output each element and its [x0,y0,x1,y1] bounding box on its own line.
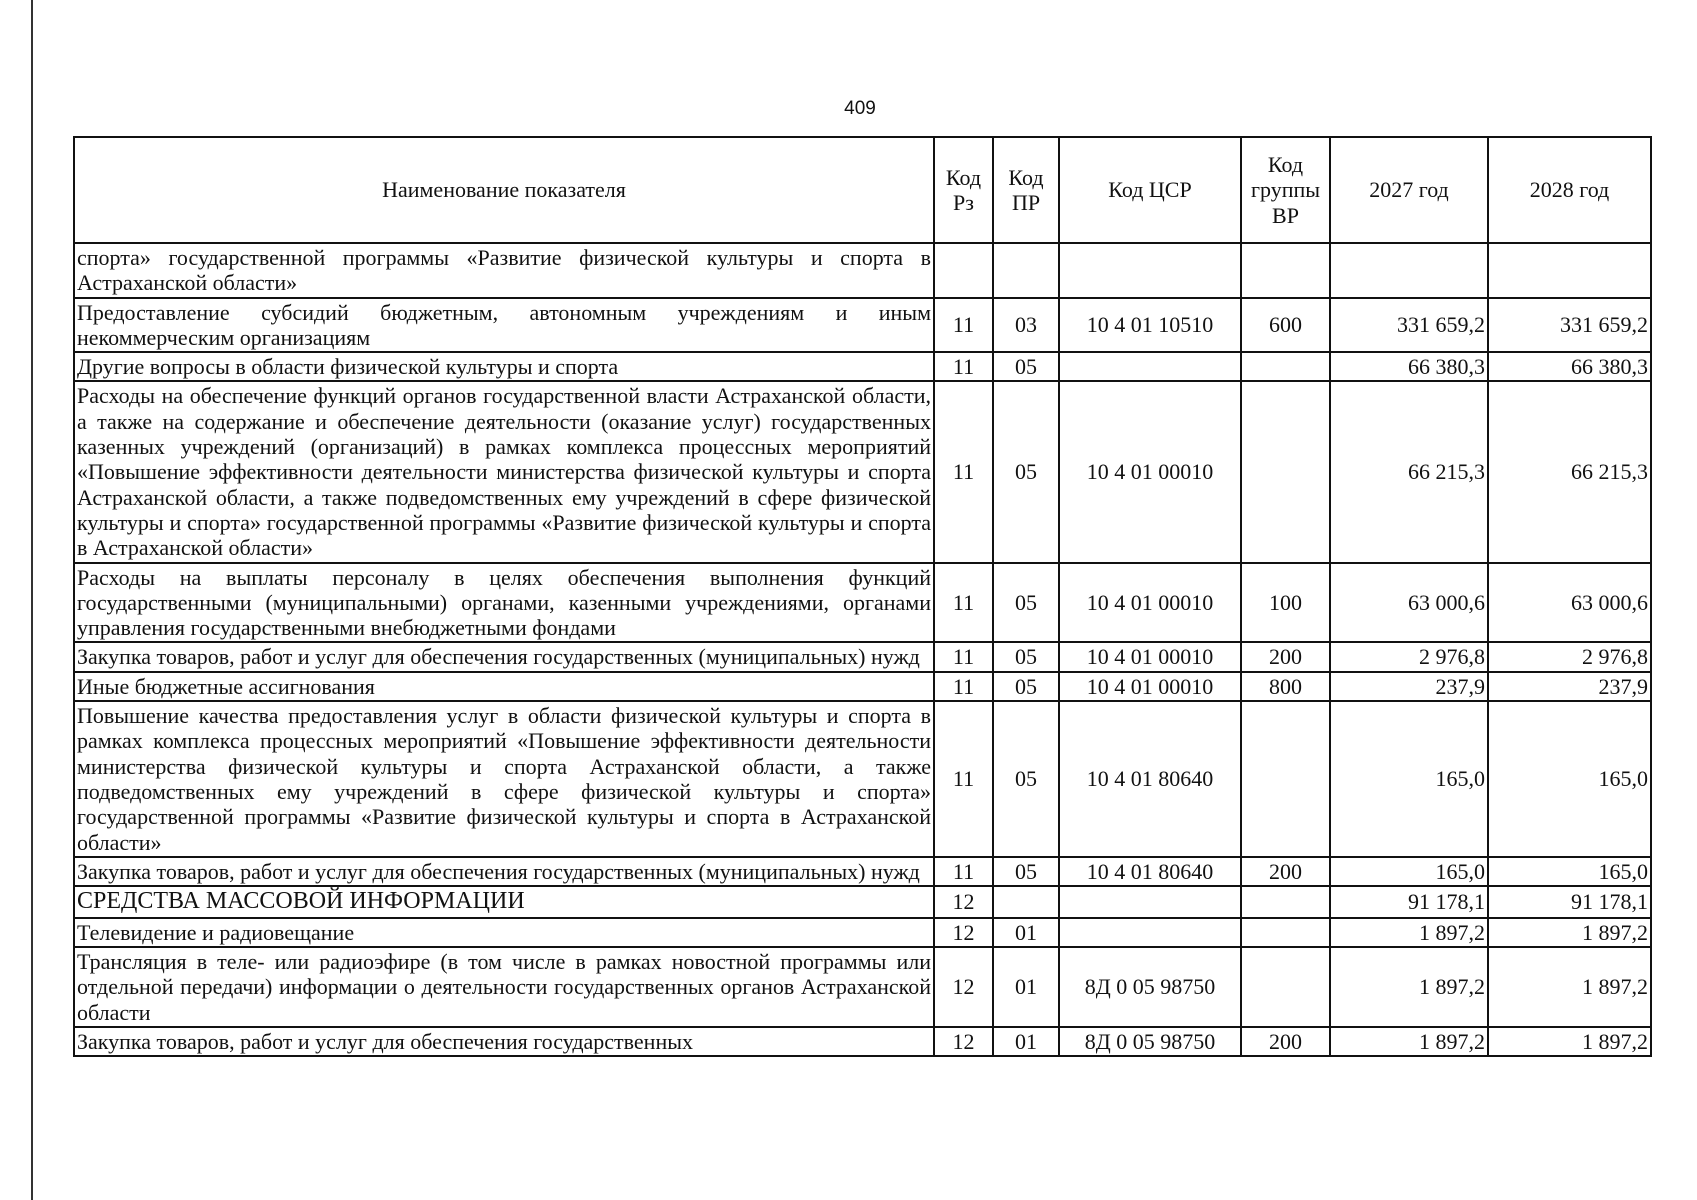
row-csr: 8Д 0 05 98750 [1059,1027,1241,1056]
row-rz: 11 [934,352,993,381]
row-2028: 165,0 [1488,857,1651,886]
header-vr: Код группы ВР [1241,137,1330,243]
row-name: Предоставление субсидий бюджетным, автономным учреждениям и иным некоммерческим организациям [74,298,934,353]
table-row [74,381,1651,562]
row-vr [1241,947,1330,1027]
page-number: 409 [844,98,876,119]
row-2027: 165,0 [1330,701,1488,857]
row-2028: 66 215,3 [1488,381,1651,562]
row-2027: 331 659,2 [1330,298,1488,353]
row-name: Трансляция в теле- или радиоэфире (в том числе в рамках новостной программы или отдельной передачи) информации о деятельности государственных органов Астраханской области [74,947,934,1027]
row-2027: 63 000,6 [1330,563,1488,643]
row-csr: 10 4 01 80640 [1059,857,1241,886]
row-2027: 66 380,3 [1330,352,1488,381]
row-name: Закупка товаров, работ и услуг для обеспечения государственных (муниципальных) нужд [74,642,934,671]
row-csr [1059,243,1241,298]
table-row [74,298,1651,353]
row-2028: 63 000,6 [1488,563,1651,643]
row-pr: 05 [993,381,1059,562]
row-rz: 12 [934,1027,993,1056]
row-csr: 10 4 01 00010 [1059,642,1241,671]
row-name: Закупка товаров, работ и услуг для обеспечения государственных [74,1027,934,1056]
row-name: СРЕДСТВА МАССОВОЙ ИНФОРМАЦИИ [74,886,934,918]
row-name: Закупка товаров, работ и услуг для обеспечения государственных (муниципальных) нужд [74,857,934,886]
row-rz [934,243,993,298]
row-pr [993,886,1059,918]
row-vr: 200 [1241,1027,1330,1056]
row-2027: 91 178,1 [1330,886,1488,918]
row-vr [1241,381,1330,562]
row-2028: 165,0 [1488,701,1651,857]
row-vr [1241,918,1330,947]
row-2027: 66 215,3 [1330,381,1488,562]
row-2027 [1330,243,1488,298]
row-vr [1241,243,1330,298]
table-row [74,701,1651,857]
row-vr: 200 [1241,857,1330,886]
table-row [74,1027,1651,1056]
row-2028: 1 897,2 [1488,918,1651,947]
row-name: Расходы на выплаты персоналу в целях обеспечения выполнения функций государственными (муниципальными) органами, казенными учреждениями, органами управления государственными внебюджетными фондами [74,563,934,643]
row-2027: 1 897,2 [1330,918,1488,947]
header-2028: 2028 год [1488,137,1651,243]
budget-table [73,136,1652,1057]
row-name: спорта» государственной программы «Развитие физической культуры и спорта в Астраханской области» [74,243,934,298]
table-row [74,886,1651,918]
row-rz: 12 [934,947,993,1027]
row-name: Другие вопросы в области физической культуры и спорта [74,352,934,381]
row-csr [1059,886,1241,918]
row-2027: 2 976,8 [1330,642,1488,671]
header-csr: Код ЦСР [1059,137,1241,243]
row-2028: 1 897,2 [1488,1027,1651,1056]
row-rz: 11 [934,857,993,886]
row-csr: 10 4 01 10510 [1059,298,1241,353]
row-vr: 800 [1241,672,1330,701]
row-pr: 03 [993,298,1059,353]
row-name: Расходы на обеспечение функций органов государственной власти Астраханской области, а также на содержание и обеспечение деятельности (оказание услуг) государственных казенных учреждений (организаций) в рамках комплекса процессных мероприятий «Повышение эффективности деятельности министерства физической культуры и спорта Астраханской области, а также подведомственных ему учреждений в сфере физической культуры и спорта» государственной программы «Развитие физической культуры и спорта в Астраханской области» [74,381,934,562]
header-name: Наименование показателя [74,137,934,243]
row-pr [993,243,1059,298]
row-2027: 237,9 [1330,672,1488,701]
row-rz: 11 [934,642,993,671]
row-csr: 10 4 01 00010 [1059,381,1241,562]
table-row [74,642,1651,671]
table-row [74,243,1651,298]
row-csr: 8Д 0 05 98750 [1059,947,1241,1027]
table-row [74,563,1651,643]
row-csr: 10 4 01 00010 [1059,563,1241,643]
row-pr: 01 [993,1027,1059,1056]
row-2027: 1 897,2 [1330,1027,1488,1056]
row-csr [1059,918,1241,947]
row-2028: 2 976,8 [1488,642,1651,671]
row-vr: 100 [1241,563,1330,643]
row-csr [1059,352,1241,381]
row-2027: 165,0 [1330,857,1488,886]
row-rz: 11 [934,672,993,701]
row-name: Телевидение и радиовещание [74,918,934,947]
row-rz: 11 [934,563,993,643]
table-row [74,352,1651,381]
row-pr: 05 [993,857,1059,886]
row-2028: 237,9 [1488,672,1651,701]
table-row [74,857,1651,886]
row-rz: 11 [934,701,993,857]
row-vr [1241,701,1330,857]
row-csr: 10 4 01 00010 [1059,672,1241,701]
row-2027: 1 897,2 [1330,947,1488,1027]
row-vr: 200 [1241,642,1330,671]
row-pr: 05 [993,701,1059,857]
header-pr: Код ПР [993,137,1059,243]
row-vr [1241,352,1330,381]
row-csr: 10 4 01 80640 [1059,701,1241,857]
row-2028: 1 897,2 [1488,947,1651,1027]
row-rz: 11 [934,381,993,562]
row-rz: 11 [934,298,993,353]
row-pr: 01 [993,918,1059,947]
table-row [74,947,1651,1027]
header-rz: Код Рз [934,137,993,243]
row-name: Повышение качества предоставления услуг в области физической культуры и спорта в рамках комплекса процессных мероприятий «Повышение эффективности деятельности министерства физической культуры и спорта Астраханской области, а также подведомственных ему учреждений в сфере физической культуры и спорта» государственной программы «Развитие физической культуры и спорта в Астраханской области» [74,701,934,857]
row-pr: 01 [993,947,1059,1027]
row-pr: 05 [993,563,1059,643]
row-pr: 05 [993,672,1059,701]
row-name: Иные бюджетные ассигнования [74,672,934,701]
table-row [74,918,1651,947]
row-2028: 331 659,2 [1488,298,1651,353]
row-pr: 05 [993,352,1059,381]
row-rz: 12 [934,918,993,947]
row-2028 [1488,243,1651,298]
row-vr [1241,886,1330,918]
row-pr: 05 [993,642,1059,671]
row-2028: 91 178,1 [1488,886,1651,918]
header-2027: 2027 год [1330,137,1488,243]
margin-rule [31,0,33,1200]
header-row [74,137,1651,243]
table-row [74,672,1651,701]
row-vr: 600 [1241,298,1330,353]
row-rz: 12 [934,886,993,918]
row-2028: 66 380,3 [1488,352,1651,381]
